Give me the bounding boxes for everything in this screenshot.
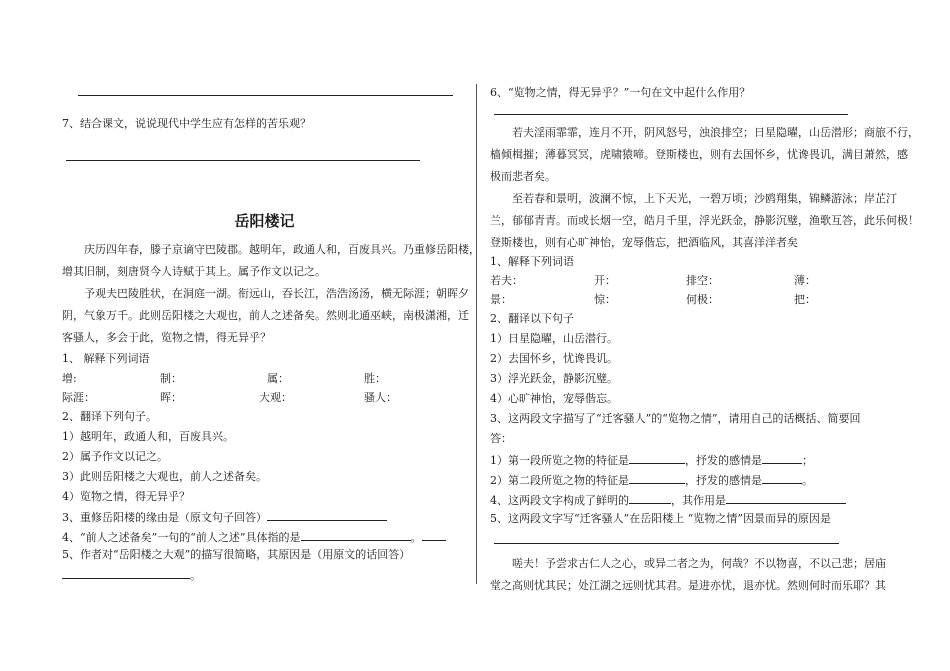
translate-sentence: 1）越明年，政通人和，百废具兴。 — [62, 430, 234, 443]
vocab-term: 若夫： — [490, 274, 523, 287]
passage-line: 阴，气象万千。此则岳阳楼之大观也，前人之述备矣。然则北通巫峡，南极潇湘，迁 — [62, 309, 469, 322]
answer-line — [66, 160, 420, 161]
translate-sentence: 3）浮光跃金，静影沉璧。 — [490, 372, 618, 385]
passage-line: 樯倾楫摧；薄暮冥冥，虎啸猿啼。登斯楼也，则有去国怀乡，忧谗畏讥，满目萧然，感 — [490, 148, 908, 161]
passage-line: 若夫淫雨霏霏，连月不开，阴风怒号，浊浪排空；日星隐曜，山岳潜形；商旅不行， — [512, 126, 919, 139]
question-3: 3、这两段文字描写了“迁客骚人”的“览物之情”，请用自己的话概括、简要回 — [490, 412, 861, 425]
question-3-part-2: 2）第二段所览之物的特征是 ，抒发的感情是 。 — [490, 474, 813, 487]
vocab-term: 属： — [267, 372, 289, 385]
question-2: 2、翻译下列句子。 — [62, 410, 157, 423]
question-3-part-1: 1）第一段所览之物的特征是 ，抒发的感情是 ； — [490, 454, 813, 467]
passage-line: 客骚人，多会于此，览物之情，得无异乎？ — [62, 331, 271, 344]
passage-line: 予观夫巴陵胜状，在洞庭一湖。衔远山，吞长江，浩浩汤汤，横无际涯；朝晖夕 — [84, 287, 469, 300]
passage-line: 极而悲者矣。 — [490, 170, 556, 183]
answer-blank[interactable] — [629, 452, 685, 464]
passage-line: 庆历四年春，滕子京谪守巴陵郡。越明年，政通人和，百废具兴。乃重修岳阳楼， — [84, 243, 480, 256]
translate-sentence: 2）属予作文以记之。 — [62, 450, 168, 463]
answer-blank[interactable] — [422, 529, 446, 541]
question-4: 4、“前人之述备矣”一句的“前人之述”具体指的是 。 — [62, 529, 446, 545]
answer-line — [494, 114, 848, 115]
question-3-cont: 答： — [490, 432, 512, 445]
vocab-term: 排空： — [686, 274, 719, 287]
vocab-term: 际涯： — [62, 391, 95, 404]
question-5-answer: 。 — [62, 567, 201, 583]
answer-line — [494, 543, 839, 544]
question-5: 5、作者对“岳阳楼之大观”的描写很简略，其原因是（用原文的话回答） — [62, 548, 411, 561]
translate-sentence: 1）日星隐曜，山岳潜行。 — [490, 332, 618, 345]
vocab-term: 骚人： — [364, 391, 397, 404]
answer-line — [78, 95, 453, 96]
passage-line: 至若春和景明，波澜不惊，上下天光，一碧万顷；沙鸥翔集，锦鳞游泳；岸芷汀 — [512, 192, 897, 205]
answer-blank[interactable] — [762, 472, 802, 484]
question-6: 6、“览物之情，得无异乎？”一句在文中起什么作用？ — [490, 86, 751, 99]
answer-blank[interactable] — [62, 567, 190, 579]
answer-blank[interactable] — [267, 509, 387, 521]
passage-line: 登斯楼也，则有心旷神怡，宠辱偕忘，把酒临风，其喜洋洋者矣 — [490, 236, 798, 249]
translate-sentence: 4）心旷神怡，宠辱偕忘。 — [490, 392, 618, 405]
question-7: 7、结合课文，说说现代中学生应有怎样的苦乐观？ — [62, 117, 311, 130]
vocab-term: 景： — [490, 293, 512, 306]
vocab-term: 胜： — [364, 372, 386, 385]
passage-line: 增其旧制，刻唐贤今人诗赋于其上。属予作文以记之。 — [62, 265, 326, 278]
answer-blank[interactable] — [629, 492, 671, 504]
vocab-term: 薄： — [794, 274, 816, 287]
vocab-term: 开： — [594, 274, 616, 287]
translate-sentence: 2）去国怀乡，忧谗畏讥。 — [490, 352, 618, 365]
passage-line: 堂之高则忧其民；处江湖之远则忧其君。是进亦忧，退亦忧。然则何时而乐耶？其 — [490, 579, 886, 592]
question-5: 5、这两段文字写“迁客骚人”在岳阳楼上 “览物之情”因景而异的原因是 — [490, 512, 831, 525]
question-4: 4、这两段文字构成了鲜明的 ，其作用是 — [490, 492, 846, 508]
vocab-term: 大观： — [259, 391, 292, 404]
answer-blank[interactable] — [629, 472, 685, 484]
translate-sentence: 4）览物之情，得无异乎？ — [62, 490, 190, 503]
question-2: 2、翻译以下句子 — [490, 312, 574, 325]
passage-title: 岳阳楼记 — [234, 212, 295, 230]
question-1: 1、 解释下列词语 — [62, 352, 150, 365]
answer-blank[interactable] — [762, 452, 802, 464]
vocab-term: 何极： — [686, 293, 719, 306]
vocab-term: 惊： — [594, 293, 616, 306]
vocab-term: 制： — [160, 372, 182, 385]
vocab-term: 增: — [62, 372, 77, 385]
passage-line: 嗟夫！予尝求古仁人之心，或异二者之为，何哉？不以物喜，不以己悲；居庙 — [512, 557, 886, 570]
passage-line: 兰，郁郁青青。而或长烟一空，皓月千里，浮光跃金，静影沉璧，渔歌互答，此乐何极！ — [490, 214, 919, 227]
vocab-term: 把： — [794, 293, 816, 306]
vocab-term: 晖： — [160, 391, 182, 404]
answer-blank[interactable] — [301, 529, 411, 541]
translate-sentence: 3）此则岳阳楼之大观也，前人之述备矣。 — [62, 470, 267, 483]
answer-blank[interactable] — [726, 492, 846, 504]
column-divider — [476, 84, 477, 584]
question-1: 1、解释下列词语 — [490, 255, 574, 268]
question-3: 3、重修岳阳楼的缘由是（原文句子回答） — [62, 509, 387, 525]
